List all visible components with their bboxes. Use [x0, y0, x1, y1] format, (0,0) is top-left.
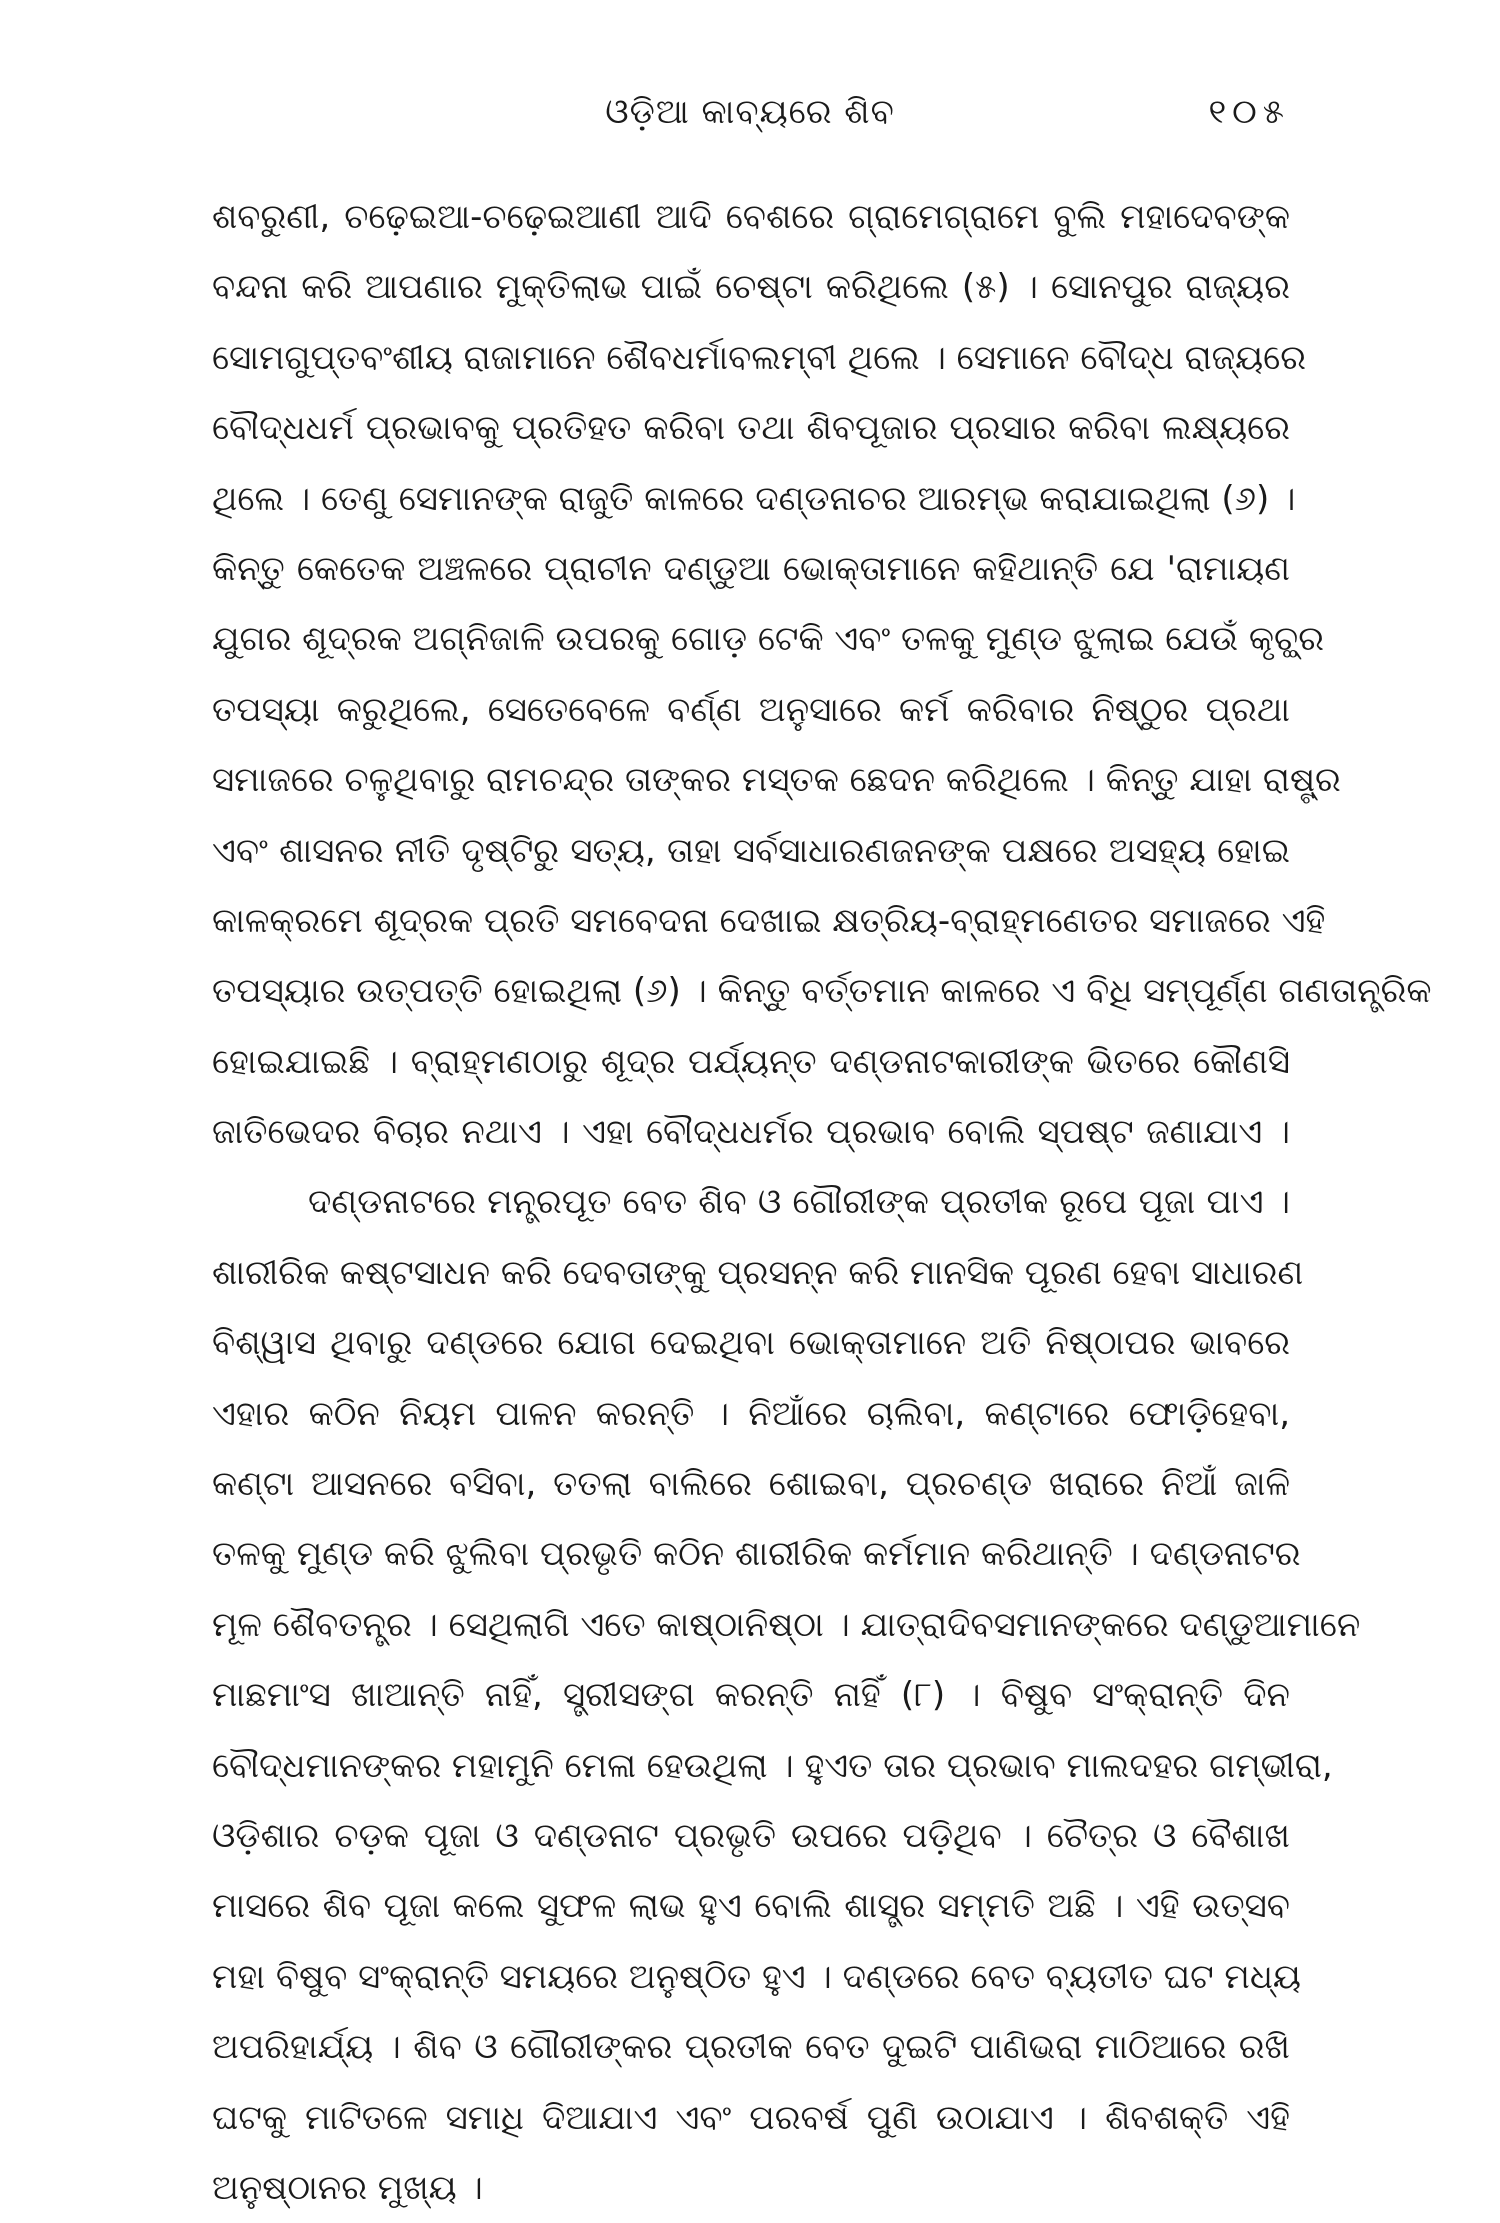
text-line: ଶବରୁଣୀ, ଚଢ଼େଇଆ-ଚଢ଼େଇଆଣୀ ଆଦି ବେଶରେ ଗ୍ରାମେଗ୍ରାମେ ବୁଲି ମହାଦେବଙ୍କ — [212, 197, 1290, 237]
running-title: ଓଡ଼ିଆ କାବ୍ୟରେ ଶିବ — [605, 92, 895, 132]
text-line: ଜାତିଭେଦର ବିଚାର ନଥାଏ । ଏହା ବୌଦ୍ଧଧର୍ମର ପ୍ରଭାବ ବୋଲି ସ୍ପଷ୍ଟ ଜଣାଯାଏ । — [212, 1112, 1290, 1153]
paragraph-1 — [212, 182, 1432, 1167]
text-line: ଥିଲେ । ତେଣୁ ସେମାନଙ୍କ ରାଜୁତି କାଳରେ ଦଣ୍ଡନାଚର ଆରମ୍ଭ କରାଯାଇଥିଲା (୬) । — [212, 478, 1296, 519]
body-text — [212, 182, 1432, 2223]
text-line: ଅପରିହାର୍ଯ୍ୟ । ଶିବ ଓ ଗୌରୀଙ୍କର ପ୍ରତୀକ ବେତ ଦୁଇଟି ପାଣିଭରା ମାଠିଆରେ ରଖି — [212, 2027, 1290, 2068]
text-line: ଅନୁଷ୍ଠାନର ମୁଖ୍ୟ । — [212, 2167, 483, 2208]
text-line: ଏହାର କଠିନ ନିୟମ ପାଳନ କରନ୍ତି । ନିଆଁରେ ଚାଲିବା, କଣ୍ଟାରେ ଫୋଡ଼ିହେବା, — [212, 1393, 1290, 1434]
text-line: ମହା ବିଷୁବ ସଂକ୍ରାନ୍ତି ସମୟରେ ଅନୁଷ୍ଠିତ ହୁଏ । ଦଣ୍ଡରେ ବେତ ବ୍ୟତୀତ ଘଟ ମଧ୍ୟ — [212, 1956, 1301, 1997]
text-line: ବୌଦ୍ଧଧର୍ମ ପ୍ରଭାବକୁ ପ୍ରତିହତ କରିବା ତଥା ଶିବପୂଜାର ପ୍ରସାର କରିବା ଲକ୍ଷ୍ୟରେ — [212, 408, 1290, 449]
text-line: ବିଶ୍ୱାସ ଥିବାରୁ ଦଣ୍ଡରେ ଯୋଗ ଦେଇଥିବା ଭୋକ୍ତାମାନେ ଅତି ନିଷ୍ଠାପର ଭାବରେ — [212, 1323, 1290, 1364]
text-line: ସମାଜରେ ଚଳୁଥିବାରୁ ରାମଚନ୍ଦ୍ର ତାଙ୍କର ମସ୍ତକ ଛେଦନ କରିଥିଲେ । କିନ୍ତୁ ଯାହା ରାଷ୍ଟ୍ର — [212, 760, 1341, 801]
text-line: ଦଣ୍ଡନାଟରେ ମନ୍ତ୍ରପୂତ ବେତ ଶିବ ଓ ଗୌରୀଙ୍କ ପ୍ରତୀକ ରୂପେ ପୂଜା ପାଏ । — [308, 1182, 1290, 1223]
page-header — [210, 92, 1290, 142]
text-line: ହୋଇଯାଇଛି । ବ୍ରାହ୍ମଣଠାରୁ ଶୂଦ୍ର ପର୍ଯ୍ୟନ୍ତ ଦଣ୍ଡନାଟକାରୀଙ୍କ ଭିତରେ କୌଣସି — [212, 1041, 1290, 1082]
paragraph-2 — [212, 1167, 1361, 2223]
text-line: କାଳକ୍ରମେ ଶୂଦ୍ରକ ପ୍ରତି ସମବେଦନା ଦେଖାଇ କ୍ଷତ୍ରିୟ-ବ୍ରାହ୍ମଣେତର ସମାଜରେ ଏହି — [212, 900, 1326, 941]
text-line: ଓଡ଼ିଶାର ଚଡ଼କ ପୂଜା ଓ ଦଣ୍ଡନାଟ ପ୍ରଭୃତି ଉପରେ ପଡ଼ିଥିବ । ଚୈତ୍ର ଓ ବୈଶାଖ — [212, 1815, 1290, 1856]
page-number: ୧୦୫ — [1208, 92, 1290, 132]
text-line: ଯୁଗର ଶୂଦ୍ରକ ଅଗ୍ନିଜାଳି ଉପରକୁ ଗୋଡ଼ ଟେକି ଏବଂ ତଳକୁ ମୁଣ୍ଡ ଝୁଲାଇ ଯେଉଁ କୃଚ୍ଛ୍ର — [212, 619, 1324, 660]
text-line: ବନ୍ଦନା କରି ଆପଣାର ମୁକ୍ତିଲାଭ ପାଇଁ ଚେଷ୍ଟା କରିଥିଲେ (୫) । ସୋନପୁର ରାଜ୍ୟର — [212, 267, 1290, 308]
text-line: ଘଟକୁ ମାଟିତଳେ ସମାଧି ଦିଆଯାଏ ଏବଂ ପରବର୍ଷ ପୁଣି ଉଠାଯାଏ । ଶିବଶକ୍ତି ଏହି — [212, 2097, 1290, 2138]
text-line: ସୋମଗୁପ୍ତବଂଶୀୟ ରାଜାମାନେ ଶୈବଧର୍ମାବଲମ୍ବୀ ଥିଲେ । ସେମାନେ ବୌଦ୍ଧ ରାଜ୍ୟରେ — [212, 337, 1306, 378]
text-line: ମାଛମାଂସ ଖାଆନ୍ତି ନାହିଁ, ସ୍ତ୍ରୀସଙ୍ଗ କରନ୍ତି ନାହିଁ (୮) । ବିଷୁବ ସଂକ୍ରାନ୍ତି ଦିନ — [212, 1675, 1290, 1716]
text-line: କଣ୍ଟା ଆସନରେ ବସିବା, ତତଲା ବାଲିରେ ଶୋଇବା, ପ୍ରଚଣ୍ଡ ଖରାରେ ନିଆଁ ଜାଳି — [212, 1464, 1290, 1505]
text-line: ମାସରେ ଶିବ ପୂଜା କଲେ ସୁଫଳ ଲାଭ ହୁଏ ବୋଲି ଶାସ୍ତ୍ର ସମ୍ମତି ଅଛି । ଏହି ଉତ୍ସବ — [212, 1886, 1290, 1927]
text-line: ଶାରୀରିକ କଷ୍ଟସାଧନ କରି ଦେବତାଙ୍କୁ ପ୍ରସନ୍ନ କରି ମାନସିକ ପୂରଣ ହେବା ସାଧାରଣ — [212, 1252, 1304, 1293]
text-line: ଏବଂ ଶାସନର ନୀତି ଦୃଷ୍ଟିରୁ ସତ୍ୟ, ତାହା ସର୍ବସାଧାରଣଜନଙ୍କ ପକ୍ଷରେ ଅସହ୍ୟ ହୋଇ — [212, 830, 1290, 871]
text-line: ତପସ୍ୟା କରୁଥିଲେ, ସେତେବେଳେ ବର୍ଣ୍ଣ ଅନୁସାରେ କର୍ମ କରିବାର ନିଷ୍ଠୁର ପ୍ରଥା — [212, 689, 1290, 730]
text-line: ତପସ୍ୟାର ଉତ୍ପତ୍ତି ହୋଇଥିଲା (୬) । କିନ୍ତୁ ବର୍ତ୍ତମାନ କାଳରେ ଏ ବିଧି ସମ୍ପୂର୍ଣ୍ଣ ଗଣତାନ୍ତ୍ରିକ — [212, 971, 1432, 1012]
text-line: ମୂଳ ଶୈବତନ୍ତ୍ର । ସେଥିଲାଗି ଏତେ କାଷ୍ଠାନିଷ୍ଠା । ଯାତ୍ରାଦିବସମାନଙ୍କରେ ଦଣ୍ଡୁଆମାନେ — [212, 1604, 1361, 1645]
text-line: କିନ୍ତୁ କେତେକ ଅଞ୍ଚଳରେ ପ୍ରାଚୀନ ଦଣ୍ଡୁଆ ଭୋକ୍ତାମାନେ କହିଥାନ୍ତି ଯେ 'ରାମାୟଣ — [212, 548, 1290, 589]
text-line: ବୌଦ୍ଧମାନଙ୍କର ମହାମୁନି ମେଳା ହେଉଥିଲା । ହୁଏତ ତାର ପ୍ରଭାବ ମାଲଦହର ଗମ୍ଭୀରା, — [212, 1745, 1333, 1786]
text-line: ତଳକୁ ମୁଣ୍ଡ କରି ଝୁଲିବା ପ୍ରଭୃତି କଠିନ ଶାରୀରିକ କର୍ମମାନ କରିଥାନ୍ତି । ଦଣ୍ଡନାଟର — [212, 1534, 1301, 1575]
